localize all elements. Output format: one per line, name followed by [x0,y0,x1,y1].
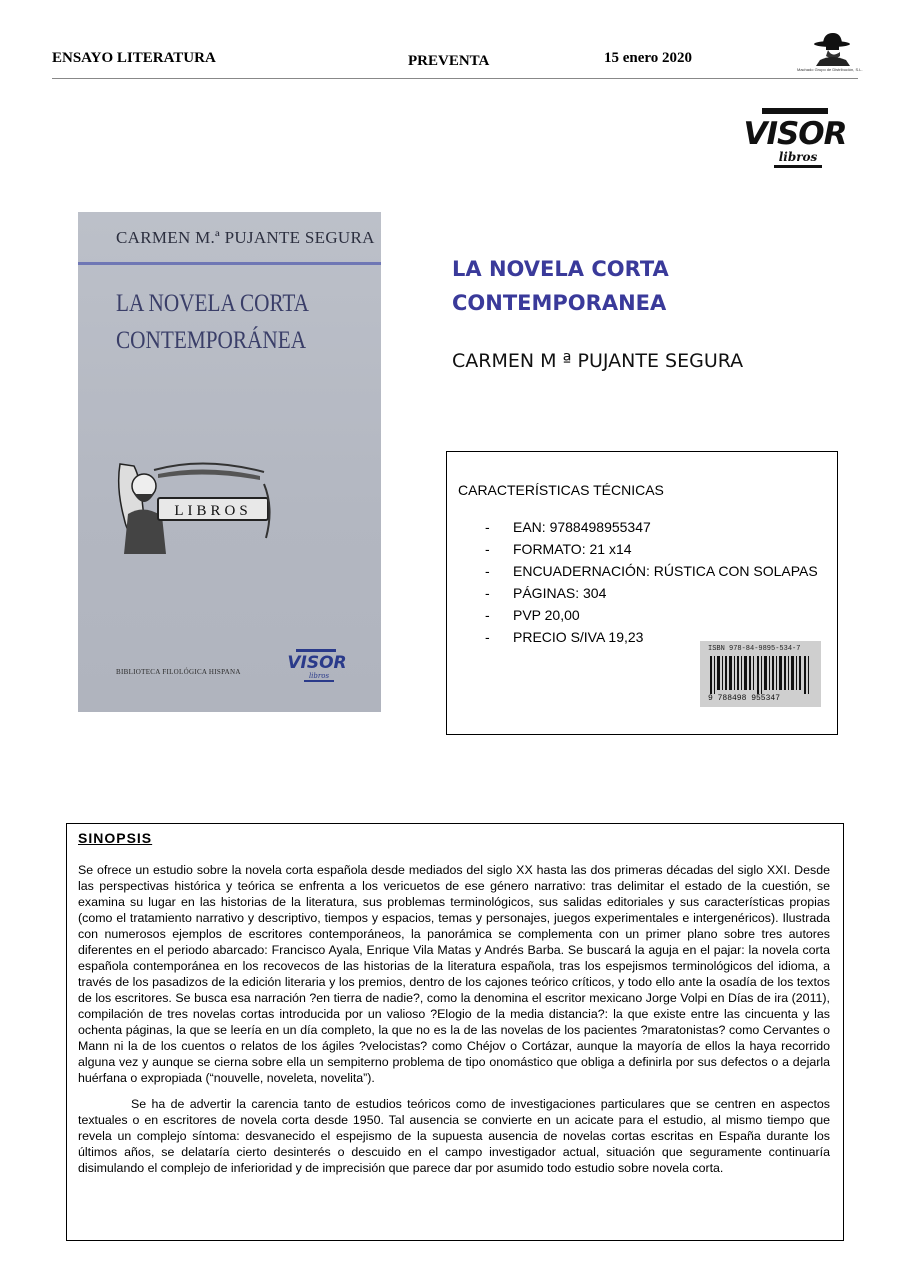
svg-text:libros: libros [778,150,818,164]
synopsis-heading: SINOPSIS [78,830,153,846]
list-item: - FORMATO: 21 x14 [485,541,632,557]
svg-text:VISOR: VISOR [287,653,347,673]
synopsis-body [78,862,830,1176]
book-title [452,252,669,320]
book-title-line2: CONTEMPORANEA [452,291,667,315]
cover-title-line2: CONTEMPORÁNEA [116,327,307,354]
barcode-number: 9 788498 955347 [708,694,781,703]
cover-title-line1: LA NOVELA CORTA [116,290,310,317]
synopsis-paragraph-2: Se ha de advertir la carencia tanto de estudios teóricos como de investigaciones particulares que se centren en aspectos textuales o en escritores de novela corta desde 1950. Tal ausencia se convierte en un acicate para el estudio, al mismo tiempo que revela un complejo síntoma: desvanecido el espejismo de la supuesta ausencia de novelas cortas escritas en España durante los últimos años, se delataría cierto desinterés o descuido en el campo investigador actual, situación que seguramente continuaría disimulando el complejo de inferioridad y de imprecisión que parece dar por asumido todo estudio sobre novela corta. [78,1097,830,1175]
list-item: - PRECIO S/IVA 19,23 [485,629,644,645]
technical-specs-heading: CARACTERÍSTICAS TÉCNICAS [458,482,664,498]
svg-text:libros: libros [308,672,330,680]
list-item: - EAN: 9788498955347 [485,519,651,535]
barcode [700,641,821,707]
list-item: - ENCUADERNACIÓN: RÚSTICA CON SOLAPAS [485,563,818,579]
header-section: ENSAYO LITERATURA [52,50,216,66]
header-divider [52,78,858,79]
barcode-isbn: ISBN 978-84-9895-534-7 [708,645,801,653]
synopsis-box [66,823,844,1241]
illustration-label: LIBROS [174,503,252,519]
cover-illustration [114,458,280,558]
header-presale: PREVENTA [408,53,490,69]
book-cover [78,212,381,712]
book-author: CARMEN M ª PUJANTE SEGURA [452,350,744,372]
list-item: - PÁGINAS: 304 [485,585,607,601]
book-title-line1: LA NOVELA CORTA [452,257,669,281]
technical-specs-list [485,516,818,648]
distributor-name: Machado Grupo de Distribución, S.L. [797,67,863,72]
barcode-bars-icon [710,656,814,694]
header-date: 15 enero 2020 [604,50,693,66]
visor-libros-logo [736,106,854,172]
cover-author: CARMEN M.ª PUJANTE SEGURA [116,228,375,247]
synopsis-paragraph-1: Se ofrece un estudio sobre la novela corta española desde mediados del siglo XX hasta las dos primeras décadas del siglo XXI. Desde las perspectivas histórica y teórica se enfrenta a los vericuetos de ese género narrativo: tras delimitar el estado de la cuestión, se examina su lugar en las historias de la literatura, sus problemas terminológicos, sus salidas editoriales y sus características propias (como el tratamiento narrativo y descriptivo, tiempos y espacios, temas y personajes, juegos experimentales e intergenéricos). Ilustrada con numerosos ejemplos de escritores contemporáneos, la panorámica se complementa con un primer plano sobre tres autores diferentes en el periodo abarcado: Francisco Ayala, Enrique Vila Matas y Andrés Barba. Se buscará la aguja en el pajar: la novela corta española contemporánea en los recovecos de las historias de la literatura española, tras los espejismos terminológicos del idioma, a través de los pasadizos de la edición literaria y los premios, dentro de los cajones teórico críticos, y todo ello ante la osadía de los textos de los escritores. Se busca esa narración ?en tierra de nadie?, como la denomina el escritor mexicano Jorge Volpi en Días de ira (2011), compilación de tres novelas cortas introducida por un valioso ?Elogio de la media distancia?: la que existe entre las cincuenta y las ochenta páginas, la que se leería en un día completo, la que no es la de las novelas de los pacientes ?maratonistas? como Cervantes o Mann ni la de los cuentos o relatos de los ágiles ?velocistas? como Chéjov o Cortázar, aunque la mayoría de ellos la haya recorrido alguna vez y aunque se cierna sobre ella un sempiterno problema de tipo onomástico que obliga a definirla por sus defectos o a dejarla huérfana o expropiada (“nouvelle, noveleta, novelita”). [78,863,830,1085]
svg-text:VISOR: VISOR [743,116,847,152]
cover-visor-logo [282,648,352,684]
technical-specs-box [446,451,838,735]
cover-collection: BIBLIOTECA FILOLÓGICA HISPANA [116,668,241,676]
cover-rule [78,262,381,265]
list-item: - PVP 20,00 [485,607,580,623]
